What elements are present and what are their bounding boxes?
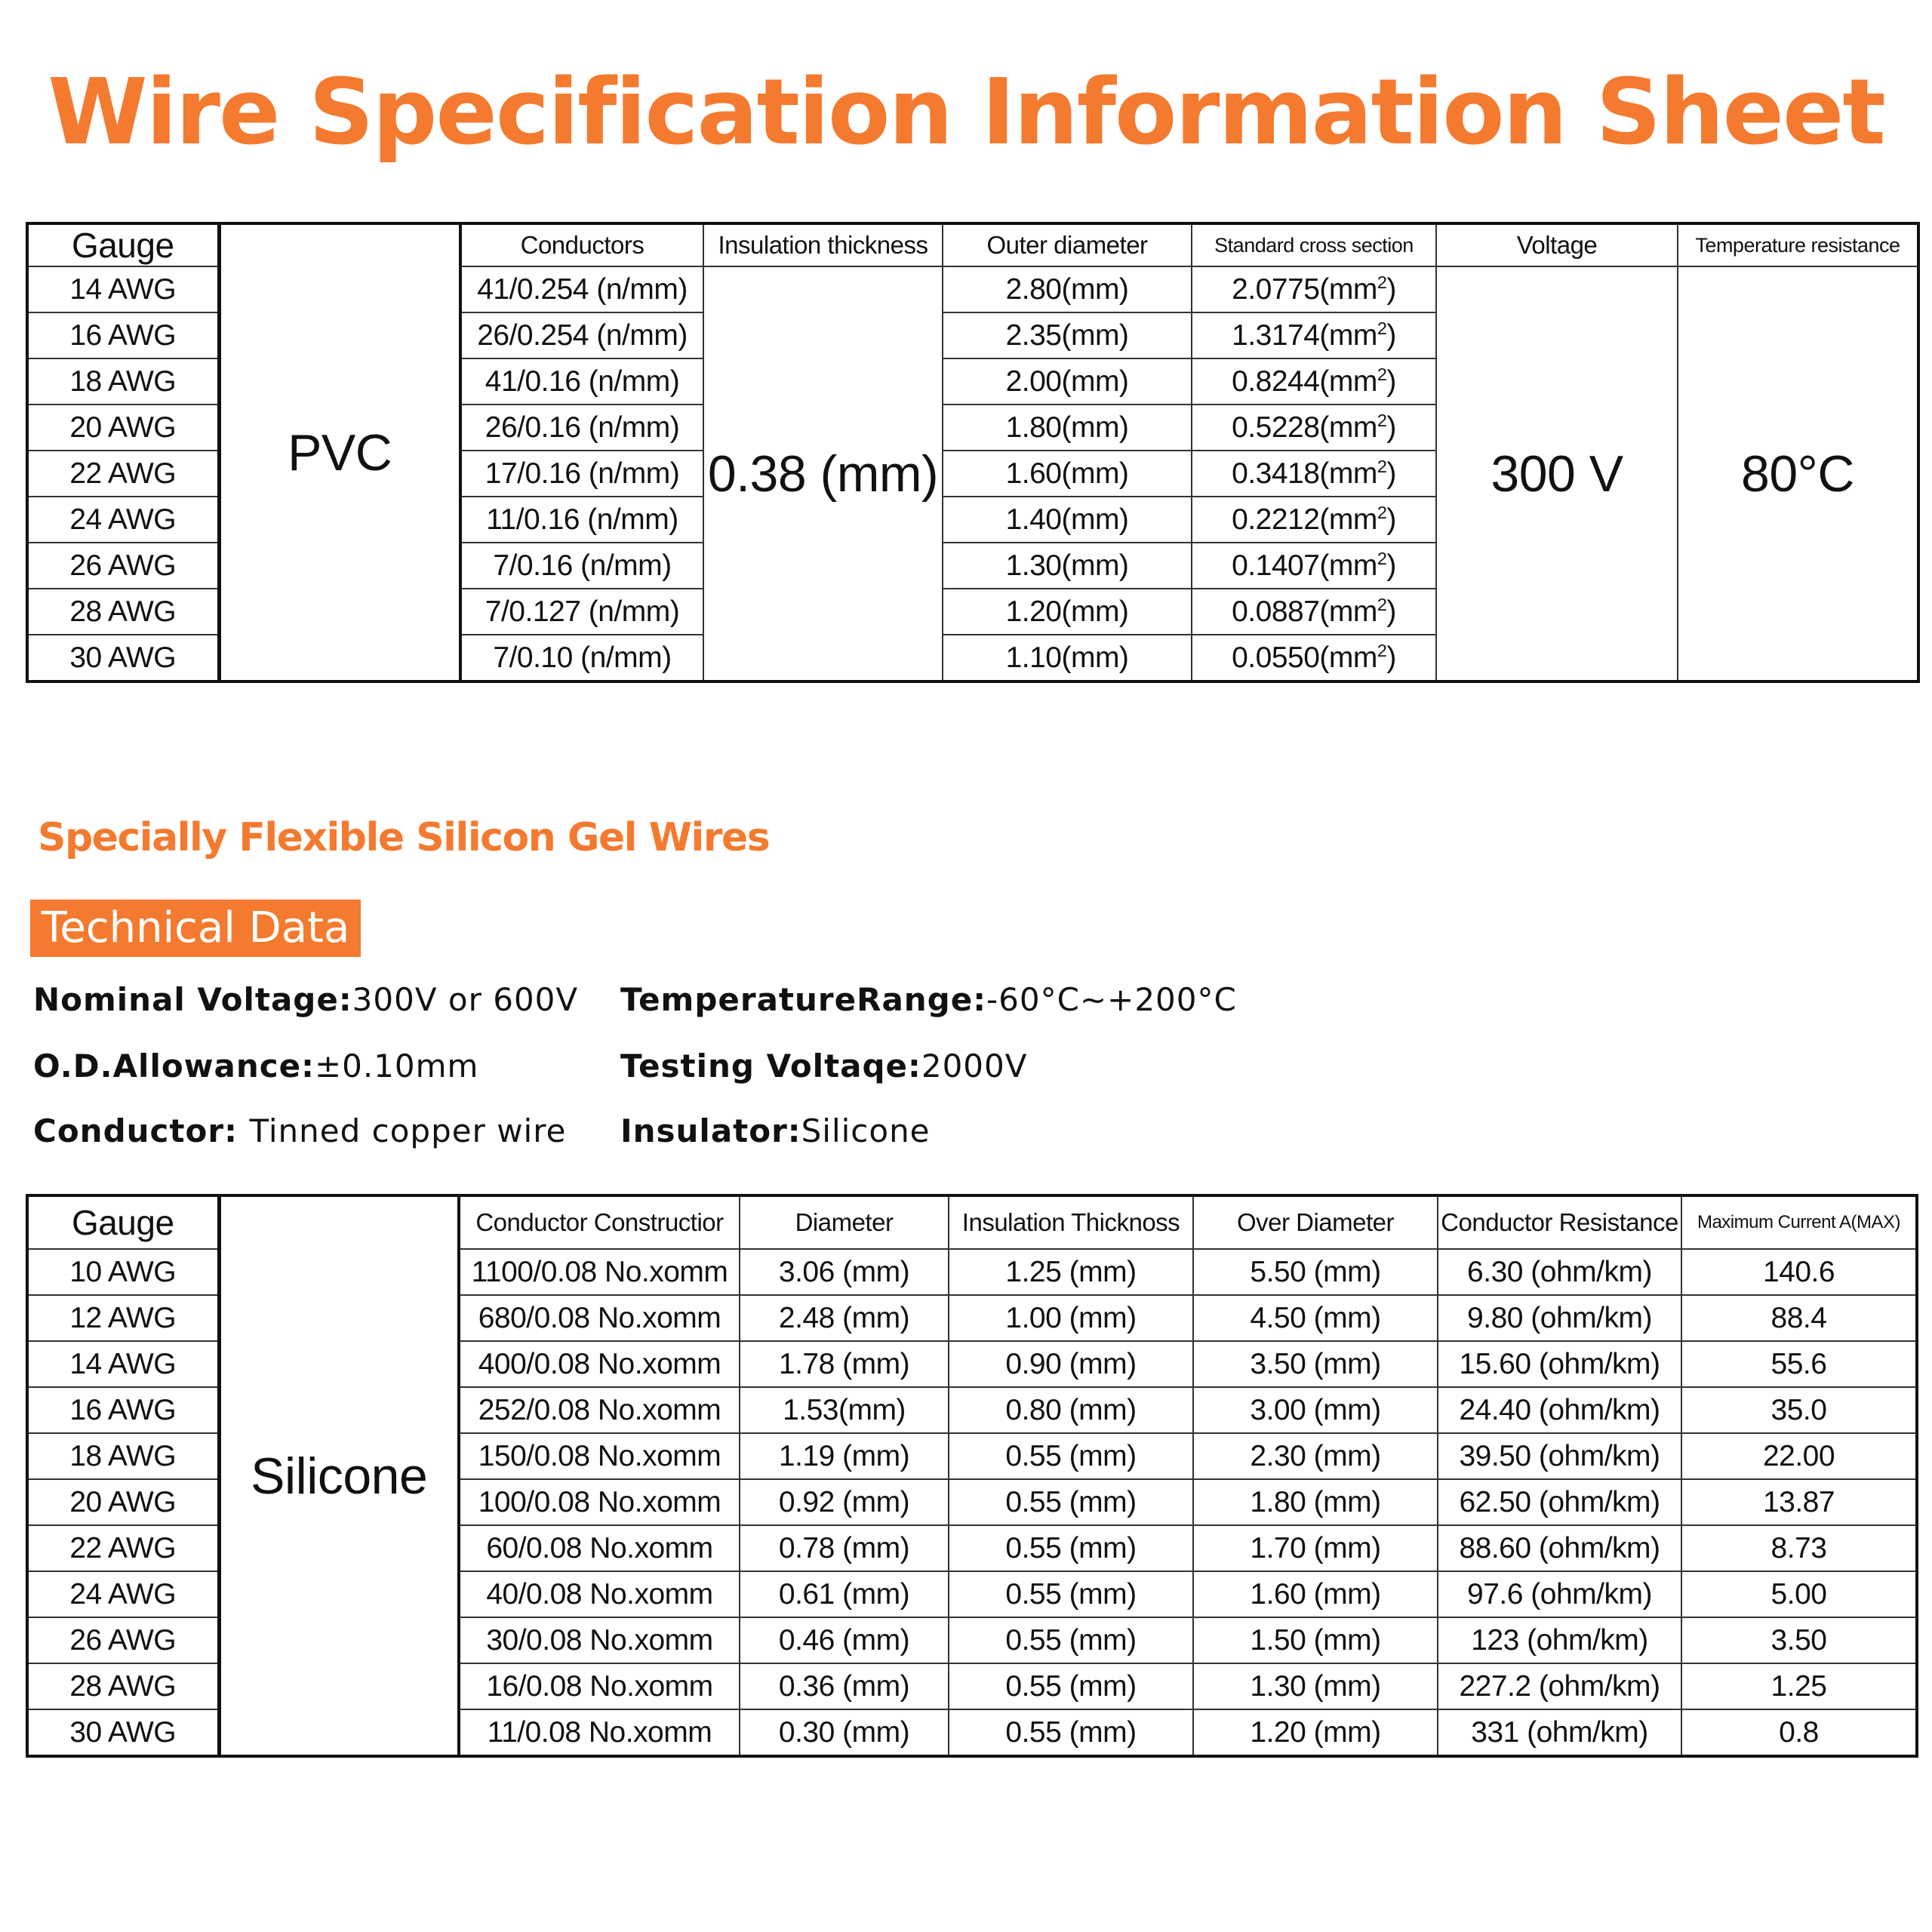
diameter-cell: 3.06 (mm) [740,1249,949,1295]
spec-testing-voltage [620,1048,1027,1084]
cross-section-cell: $0.2212(mm^2)$ [1192,497,1436,543]
superscript-2: 2 [1377,548,1387,568]
max-current-cell: 13.87 [1681,1479,1917,1525]
resistance-cell: 331 (ohm/km) [1438,1709,1681,1756]
gauge-cell: 22 AWG [27,451,219,497]
spec-od-allowance [33,1048,478,1084]
cross-section-cell: $2.0775(mm^2)$ [1192,266,1436,312]
resistance-cell: 97.6 (ohm/km) [1438,1571,1681,1617]
insulation-cell: 0.55 (mm) [949,1709,1193,1756]
conductors-cell: 41/0.254 (n/mm) [460,266,703,312]
voltage-cell: 300 V [1436,266,1678,681]
spec-value: ±0.10mm [314,1048,479,1084]
resistance-cell: 88.60 (ohm/km) [1438,1525,1681,1571]
construction-cell: 150/0.08 No.xomm [459,1433,740,1479]
conductors-cell: 17/0.16 (n/mm) [460,451,703,497]
cross-section-header: Standard cross section [1192,223,1436,266]
outer-diameter-cell: 1.10(mm) [943,635,1192,681]
construction-cell: 252/0.08 No.xomm [459,1387,740,1433]
superscript-2: 2 [1377,272,1387,292]
diameter-cell: 1.78 (mm) [740,1341,949,1387]
gauge-cell: 14 AWG [27,266,219,312]
gauge-cell: 16 AWG [27,1387,219,1433]
diameter-cell: 1.53(mm) [740,1387,949,1433]
diameter-cell: 0.36 (mm) [740,1663,949,1709]
outer-diameter-cell: 2.35(mm) [943,312,1192,358]
diameter-header: Diameter [740,1195,949,1249]
silicone-material-cell: Silicone [219,1195,459,1756]
gauge-cell: 30 AWG [27,635,219,681]
over-diameter-cell: 4.50 (mm) [1193,1295,1438,1341]
silicone-section-title: Specially Flexible Silicon Gel Wires [38,815,770,860]
conductors-cell: 26/0.16 (n/mm) [460,405,703,451]
spec-label: Nominal Voltage: [33,981,352,1018]
spec-label: Testing Voltaqe: [620,1048,921,1084]
diameter-cell: 0.78 (mm) [740,1525,949,1571]
diameter-cell: 0.61 (mm) [740,1571,949,1617]
gauge-cell: 28 AWG [27,589,219,635]
diameter-cell: 2.48 (mm) [740,1295,949,1341]
resistance-cell: 227.2 (ohm/km) [1438,1663,1681,1709]
cross-section-cell: $0.8244(mm^2)$ [1192,358,1436,405]
resistance-cell: 39.50 (ohm/km) [1438,1433,1681,1479]
gauge-cell: 26 AWG [27,1617,219,1663]
diameter-cell: 1.19 (mm) [740,1433,949,1479]
over-diameter-header: Over Diameter [1193,1195,1438,1249]
pvc-material-cell: PVC [219,223,460,681]
spec-value: Tinned copper wire [249,1112,567,1149]
max-current-cell: 22.00 [1681,1433,1917,1479]
insulation-cell: 1.00 (mm) [949,1295,1193,1341]
gauge-cell: 18 AWG [27,1433,219,1479]
gauge-cell: 28 AWG [27,1663,219,1709]
construction-cell: 1100/0.08 No.xomm [459,1249,740,1295]
max-current-cell: 88.4 [1681,1295,1917,1341]
resistance-cell: 123 (ohm/km) [1438,1617,1681,1663]
insulation-cell: 0.55 (mm) [949,1617,1193,1663]
over-diameter-cell: 1.50 (mm) [1193,1617,1438,1663]
insulation-header: Insulation Thicknoss [949,1195,1193,1249]
cross-section-cell: $0.5228(mm^2)$ [1192,405,1436,451]
cross-section-cell: $0.1407(mm^2)$ [1192,543,1436,589]
max-current-cell: 55.6 [1681,1341,1917,1387]
over-diameter-cell: 1.60 (mm) [1193,1571,1438,1617]
over-diameter-cell: 5.50 (mm) [1193,1249,1438,1295]
construction-cell: 400/0.08 No.xomm [459,1341,740,1387]
cross-section-cell: $0.3418(mm^2)$ [1192,451,1436,497]
spec-nominal-voltage [33,981,578,1018]
pvc-header-row [27,223,1918,266]
silicone-spec-table [26,1194,1918,1758]
spec-conductor [33,1112,566,1149]
gauge-cell: 24 AWG [27,1571,219,1617]
outer-diameter-cell: 1.30(mm) [943,543,1192,589]
superscript-2: 2 [1377,594,1387,614]
spec-value: 2000V [921,1048,1028,1084]
insulation-cell: 0.90 (mm) [949,1341,1193,1387]
max-current-cell: 1.25 [1681,1663,1917,1709]
gauge-cell: 12 AWG [27,1295,219,1341]
superscript-2: 2 [1377,502,1387,522]
insulation-cell: 0.55 (mm) [949,1525,1193,1571]
gauge-header: Gauge [27,1195,219,1249]
cross-section-cell: $0.0550(mm^2)$ [1192,635,1436,681]
resistance-header: Conductor Resistance [1438,1195,1681,1249]
construction-cell: 16/0.08 No.xomm [459,1663,740,1709]
over-diameter-cell: 1.80 (mm) [1193,1479,1438,1525]
resistance-cell: 15.60 (ohm/km) [1438,1341,1681,1387]
outer-diameter-header: Outer diameter [943,223,1192,266]
max-current-cell: 8.73 [1681,1525,1917,1571]
resistance-cell: 9.80 (ohm/km) [1438,1295,1681,1341]
conductors-cell: 7/0.16 (n/mm) [460,543,703,589]
cross-section-cell: $1.3174(mm^2)$ [1192,312,1436,358]
insulation-cell: 0.55 (mm) [949,1433,1193,1479]
temperature-cell: 80°C [1678,266,1918,681]
resistance-cell: 62.50 (ohm/km) [1438,1479,1681,1525]
outer-diameter-cell: 2.80(mm) [943,266,1192,312]
cross-section-cell: $0.0887(mm^2)$ [1192,589,1436,635]
gauge-cell: 16 AWG [27,312,219,358]
gauge-cell: 14 AWG [27,1341,219,1387]
gauge-cell: 10 AWG [27,1249,219,1295]
construction-cell: 680/0.08 No.xomm [459,1295,740,1341]
max-current-cell: 140.6 [1681,1249,1917,1295]
gauge-cell: 30 AWG [27,1709,219,1756]
over-diameter-cell: 3.50 (mm) [1193,1341,1438,1387]
diameter-cell: 0.92 (mm) [740,1479,949,1525]
construction-cell: 60/0.08 No.xomm [459,1525,740,1571]
technical-data-banner: Technical Data [30,900,361,957]
construction-cell: 30/0.08 No.xomm [459,1617,740,1663]
insulation-thickness-cell: 0.38 (mm) [703,266,943,681]
insulation-thickness-header: Insulation thickness [703,223,943,266]
construction-cell: 100/0.08 No.xomm [459,1479,740,1525]
superscript-2: 2 [1377,318,1387,338]
gauge-cell: 26 AWG [27,543,219,589]
construction-header: Conductor Constructior [459,1195,740,1249]
temperature-header: Temperature resistance [1678,223,1918,266]
superscript-2: 2 [1377,364,1387,384]
conductors-header: Conductors [460,223,703,266]
conductors-cell: 41/0.16 (n/mm) [460,358,703,405]
voltage-header: Voltage [1436,223,1678,266]
spec-label: Insulator: [620,1112,801,1149]
construction-cell: 11/0.08 No.xomm [459,1709,740,1756]
gauge-cell: 20 AWG [27,1479,219,1525]
resistance-cell: 6.30 (ohm/km) [1438,1249,1681,1295]
gauge-cell: 22 AWG [27,1525,219,1571]
max-current-header: Maximum Current A(MAX) [1681,1195,1917,1249]
gauge-header: Gauge [27,223,219,266]
conductors-cell: 7/0.127 (n/mm) [460,589,703,635]
pvc-spec-table [26,222,1920,683]
spec-insulator [620,1112,931,1149]
page-title: Wire Specification Information Sheet [48,60,1884,165]
max-current-cell: 3.50 [1681,1617,1917,1663]
spec-value: Silicone [801,1112,931,1149]
construction-cell: 40/0.08 No.xomm [459,1571,740,1617]
max-current-cell: 5.00 [1681,1571,1917,1617]
outer-diameter-cell: 1.20(mm) [943,589,1192,635]
max-current-cell: 35.0 [1681,1387,1917,1433]
diameter-cell: 0.46 (mm) [740,1617,949,1663]
insulation-cell: 0.80 (mm) [949,1387,1193,1433]
insulation-cell: 0.55 (mm) [949,1663,1193,1709]
conductors-cell: 26/0.254 (n/mm) [460,312,703,358]
spec-label: O.D.Allowance: [33,1048,315,1084]
conductors-cell: 7/0.10 (n/mm) [460,635,703,681]
insulation-cell: 0.55 (mm) [949,1479,1193,1525]
silicone-header-row [27,1195,1917,1249]
superscript-2: 2 [1377,410,1387,430]
gauge-cell: 20 AWG [27,405,219,451]
spec-label: TemperatureRange: [620,981,987,1018]
gauge-cell: 18 AWG [27,358,219,405]
outer-diameter-cell: 1.80(mm) [943,405,1192,451]
diameter-cell: 0.30 (mm) [740,1709,949,1756]
conductors-cell: 11/0.16 (n/mm) [460,497,703,543]
over-diameter-cell: 1.20 (mm) [1193,1709,1438,1756]
spec-value: -60°C~+200°C [986,981,1237,1018]
spec-temperature-range [620,981,1237,1018]
superscript-2: 2 [1377,640,1387,660]
insulation-cell: 0.55 (mm) [949,1571,1193,1617]
spec-label: Conductor: [33,1112,250,1149]
insulation-cell: 1.25 (mm) [949,1249,1193,1295]
over-diameter-cell: 1.30 (mm) [1193,1663,1438,1709]
outer-diameter-cell: 1.60(mm) [943,451,1192,497]
superscript-2: 2 [1377,456,1387,476]
outer-diameter-cell: 1.40(mm) [943,497,1192,543]
over-diameter-cell: 3.00 (mm) [1193,1387,1438,1433]
outer-diameter-cell: 2.00(mm) [943,358,1192,405]
over-diameter-cell: 2.30 (mm) [1193,1433,1438,1479]
resistance-cell: 24.40 (ohm/km) [1438,1387,1681,1433]
over-diameter-cell: 1.70 (mm) [1193,1525,1438,1571]
gauge-cell: 24 AWG [27,497,219,543]
max-current-cell: 0.8 [1681,1709,1917,1756]
spec-value: 300V or 600V [352,981,579,1018]
